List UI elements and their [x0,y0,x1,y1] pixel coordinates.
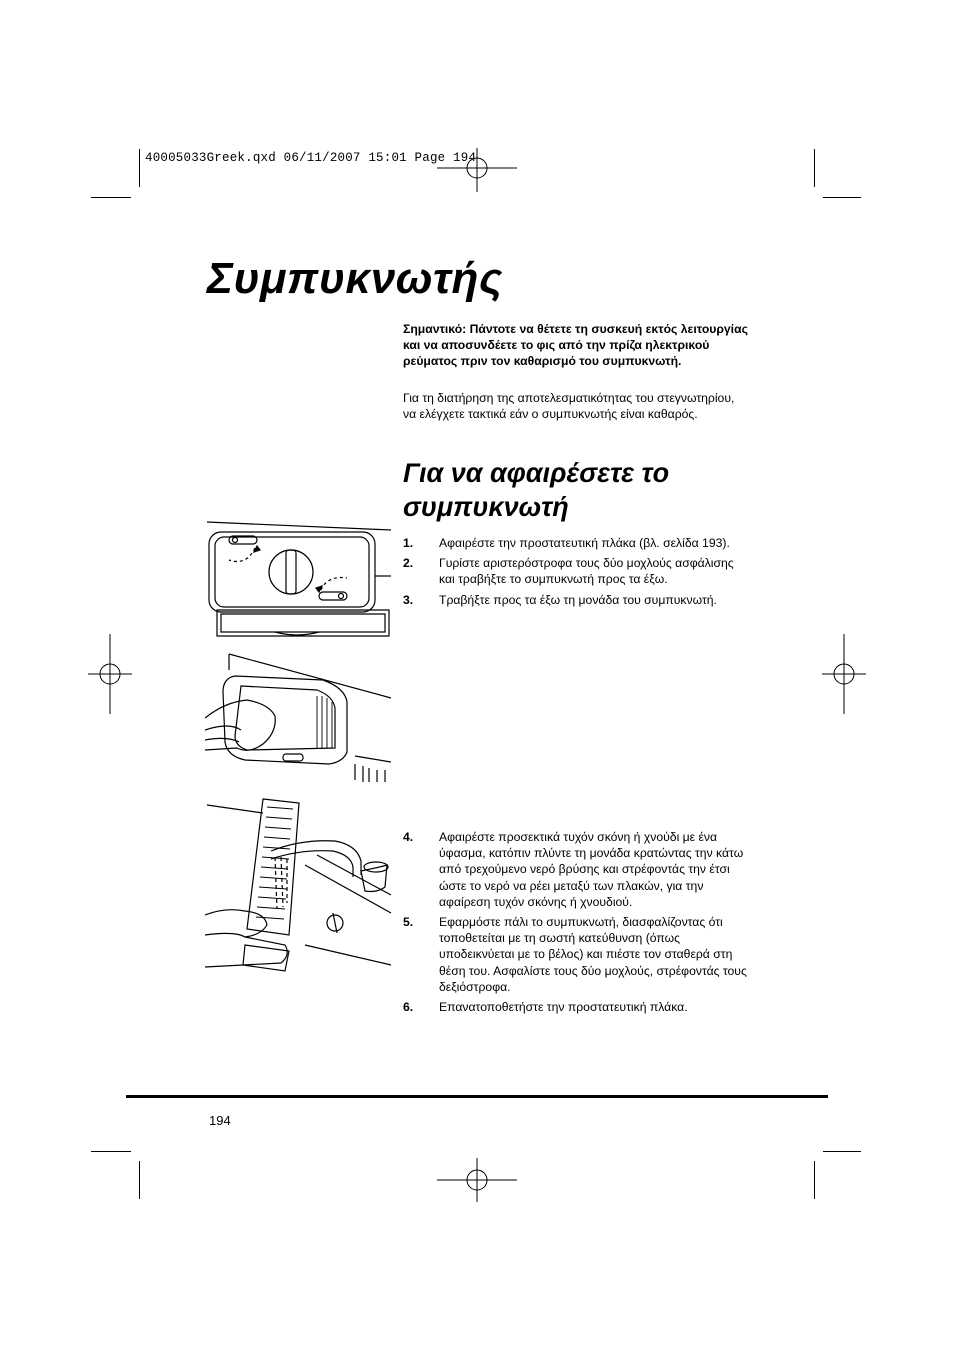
page-number: 194 [209,1113,231,1128]
registration-target-right [822,634,866,714]
step-text: Αφαιρέστε την προστατευτική πλάκα (βλ. σελίδα 193). [439,536,730,550]
section-title: Για να αφαιρέσετε το συμπυκνωτή [403,458,670,522]
registration-target-bottom [437,1158,517,1202]
step-item [403,555,748,587]
step-text: Επανατοποθετήστε την προστατευτική πλάκα. [439,1000,688,1015]
footer-rule [126,1095,828,1098]
step-number: 1. [403,536,414,550]
step-number: 6. [403,1000,414,1015]
intro-paragraph: Για τη διατήρηση της αποτελεσματικότητας του στεγνωτηρίου, να ελέγχετε τακτικά εάν ο συμπυκνωτής είναι καθαρός. [403,391,735,422]
step-item [403,914,748,995]
step-text: Γυρίστε αριστερόστροφα τους δύο μοχλούς ασφάλισης και τραβήξτε το συμπυκνωτή προς τα έξω. [439,556,734,587]
important-note: Σημαντικό: Πάντοτε να θέτετε τη συσκευή εκτός λειτουργίας και να αποσυνδέετε το φις από την πρίζα ηλεκτρικού ρεύματος πριν τον καθαρισμό του συμπυκνωτή. [403,322,748,369]
registration-target-left [88,634,132,714]
page-title: Συμπυκνωτής [207,254,503,303]
step-item [403,592,748,608]
step-text: Αφαιρέστε προσεκτικά τυχόν σκόνη ή χνούδι με ένα ύφασμα, κατόπιν πλύντε τη μονάδα κρατώντας την κάτω από τρεχούμενο νερό βρύσης και στρέφοντάς την έτσι ώστε το νερό να ρέει μεταξύ των πλακών, για την αφαίρεση τυχόν σκόνης ή χνουδιού. [439,830,744,909]
printer-slug: 40005033Greek.qxd 06/11/2007 15:01 Page 194 [145,151,477,165]
step-text: Εφαρμόστε πάλι το συμπυκνωτή, διασφαλίζοντας ότι τοποθετείται με τη σωστή κατεύθυνση (όπως υποδεικνύεται με το βέλος) και πιέστε τον σταθερά στη θέση του. Ασφαλίστε τους δύο μοχλούς, στρέφοντάς τους δεξιόστροφα. [439,915,747,994]
condenser-pull-out-illustration [205,652,392,784]
condenser-locks-illustration [205,520,392,642]
step-number: 4. [403,830,414,844]
step-text: Τραβήξτε προς τα έξω τη μονάδα του συμπυκνωτή. [439,592,717,607]
registration-target-top [437,148,517,192]
condenser-rinse-illustration [205,795,392,975]
step-number: 2. [403,556,414,571]
steps-list-a [403,535,748,612]
step-item [403,535,748,551]
step-item [403,999,748,1015]
step-number: 3. [403,592,414,607]
step-number: 5. [403,915,414,930]
steps-list-b [403,829,748,1019]
step-item [403,829,748,910]
